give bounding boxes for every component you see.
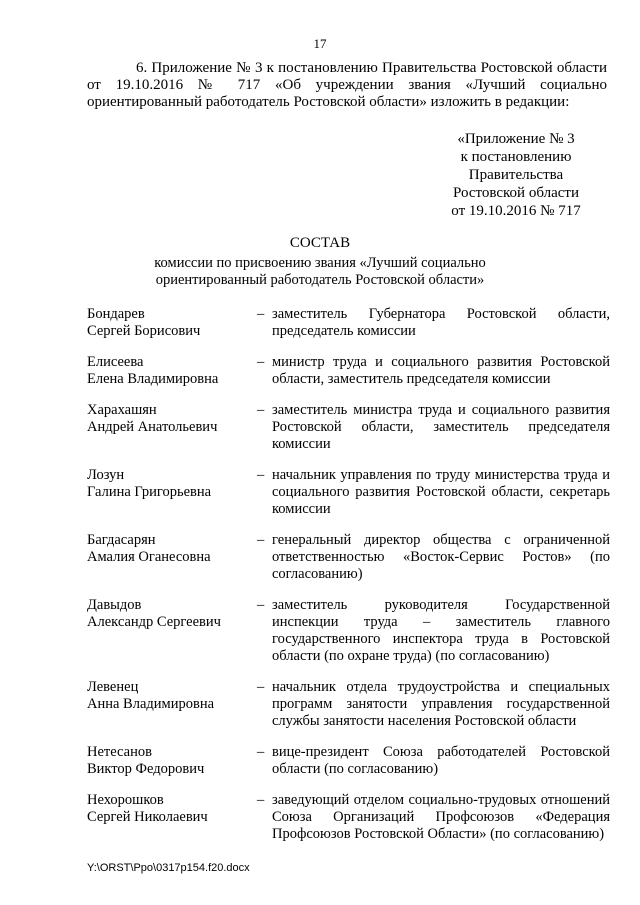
- member-surname: Нехорошков: [87, 792, 164, 808]
- member-given-name: Андрей Анатольевич: [87, 419, 218, 435]
- appendix-line-4: Ростовской области: [453, 185, 579, 201]
- member-given-name: Галина Григорьевна: [87, 484, 212, 500]
- member-row: [87, 532, 610, 583]
- member-given-name: Анна Владимировна: [87, 696, 215, 712]
- member-given-name: Сергей Борисович: [87, 323, 201, 339]
- member-row: [87, 402, 610, 453]
- member-role: генеральный директор общества с ограниченной ответственностью «Восток-Сервис Ростов» (по согласованию): [272, 532, 610, 582]
- member-surname: Елисеева: [87, 354, 144, 370]
- member-role: заведующий отделом социально-трудовых отношений Союза Организаций Профсоюзов «Федерация Профсоюзов Ростовской Области» (по согласованию): [272, 792, 610, 842]
- member-dash: –: [257, 597, 265, 613]
- member-surname: Левенец: [87, 679, 139, 695]
- member-dash: –: [257, 467, 265, 483]
- member-dash: –: [257, 792, 265, 808]
- member-surname: Багдасарян: [87, 532, 156, 548]
- member-name: [87, 597, 257, 665]
- appendix-line-2: к постановлению: [460, 149, 572, 165]
- file-path-footer: Y:\ORST\Ppo\0317p154.f20.docx: [87, 862, 250, 874]
- member-role: начальник управления по труду министерства труда и социального развития Ростовской области, секретарь комиссии: [272, 467, 610, 517]
- member-name: [87, 306, 257, 340]
- member-row: [87, 597, 610, 665]
- member-given-name: Виктор Федорович: [87, 761, 205, 777]
- appendix-header: [446, 130, 586, 220]
- member-row: [87, 679, 610, 730]
- member-dash: –: [257, 532, 265, 548]
- member-name: [87, 679, 257, 730]
- intro-paragraph: [87, 60, 607, 111]
- member-given-name: Сергей Николаевич: [87, 809, 208, 825]
- member-role: заместитель руководителя Государственной инспекции труда – заместитель главного государственного инспектора труда в Ростовской области (по охране труда) (по согласованию): [272, 597, 610, 664]
- member-row: [87, 744, 610, 778]
- member-name: [87, 792, 257, 843]
- member-dash: –: [257, 306, 265, 322]
- member-surname: Бондарев: [87, 306, 145, 322]
- member-surname: Давыдов: [87, 597, 142, 613]
- member-given-name: Амалия Оганесовна: [87, 549, 211, 565]
- member-row: [87, 467, 610, 518]
- member-surname: Нетесанов: [87, 744, 152, 760]
- member-name: [87, 402, 257, 453]
- member-surname: Харахашян: [87, 402, 157, 418]
- member-dash: –: [257, 679, 265, 695]
- document-subtitle: комиссии по присвоению звания «Лучший социально ориентированный работодатель Ростовской области»: [154, 255, 486, 288]
- member-name: [87, 532, 257, 583]
- member-row: [87, 792, 610, 843]
- member-given-name: Елена Владимировна: [87, 371, 219, 387]
- member-name: [87, 467, 257, 518]
- member-surname: Лозун: [87, 467, 125, 483]
- intro-text: 6. Приложение № 3 к постановлению Правительства Ростовской области от 19.10.2016 № 717 «Об учреждении звания «Лучший социально ориентированный работодатель Ростовской области» изложить в редакции:: [87, 60, 607, 110]
- appendix-line-1: «Приложение № 3: [457, 131, 575, 147]
- member-name: [87, 744, 257, 778]
- member-given-name: Александр Сергеевич: [87, 614, 221, 630]
- member-role: заместитель Губернатора Ростовской области, председатель комиссии: [272, 306, 610, 339]
- page-number: 17: [313, 36, 327, 51]
- member-role: заместитель министра труда и социального развития Ростовской области, заместитель председателя комиссии: [272, 402, 610, 452]
- appendix-line-3: Правительства: [468, 167, 564, 183]
- member-row: [87, 354, 610, 388]
- member-row: [87, 306, 610, 340]
- commission-members-list: [87, 306, 610, 857]
- member-name: [87, 354, 257, 388]
- member-role: начальник отдела трудоустройства и специальных программ занятости управления государственной службы занятости населения Ростовской области: [272, 679, 610, 729]
- member-role: министр труда и социального развития Ростовской области, заместитель председателя комиссии: [272, 354, 610, 387]
- member-role: вице-президент Союза работодателей Ростовской области (по согласованию): [272, 744, 610, 777]
- document-title: СОСТАВ: [289, 235, 351, 251]
- member-dash: –: [257, 744, 265, 760]
- member-dash: –: [257, 354, 265, 370]
- member-dash: –: [257, 402, 265, 418]
- appendix-line-5: от 19.10.2016 № 717: [451, 203, 581, 219]
